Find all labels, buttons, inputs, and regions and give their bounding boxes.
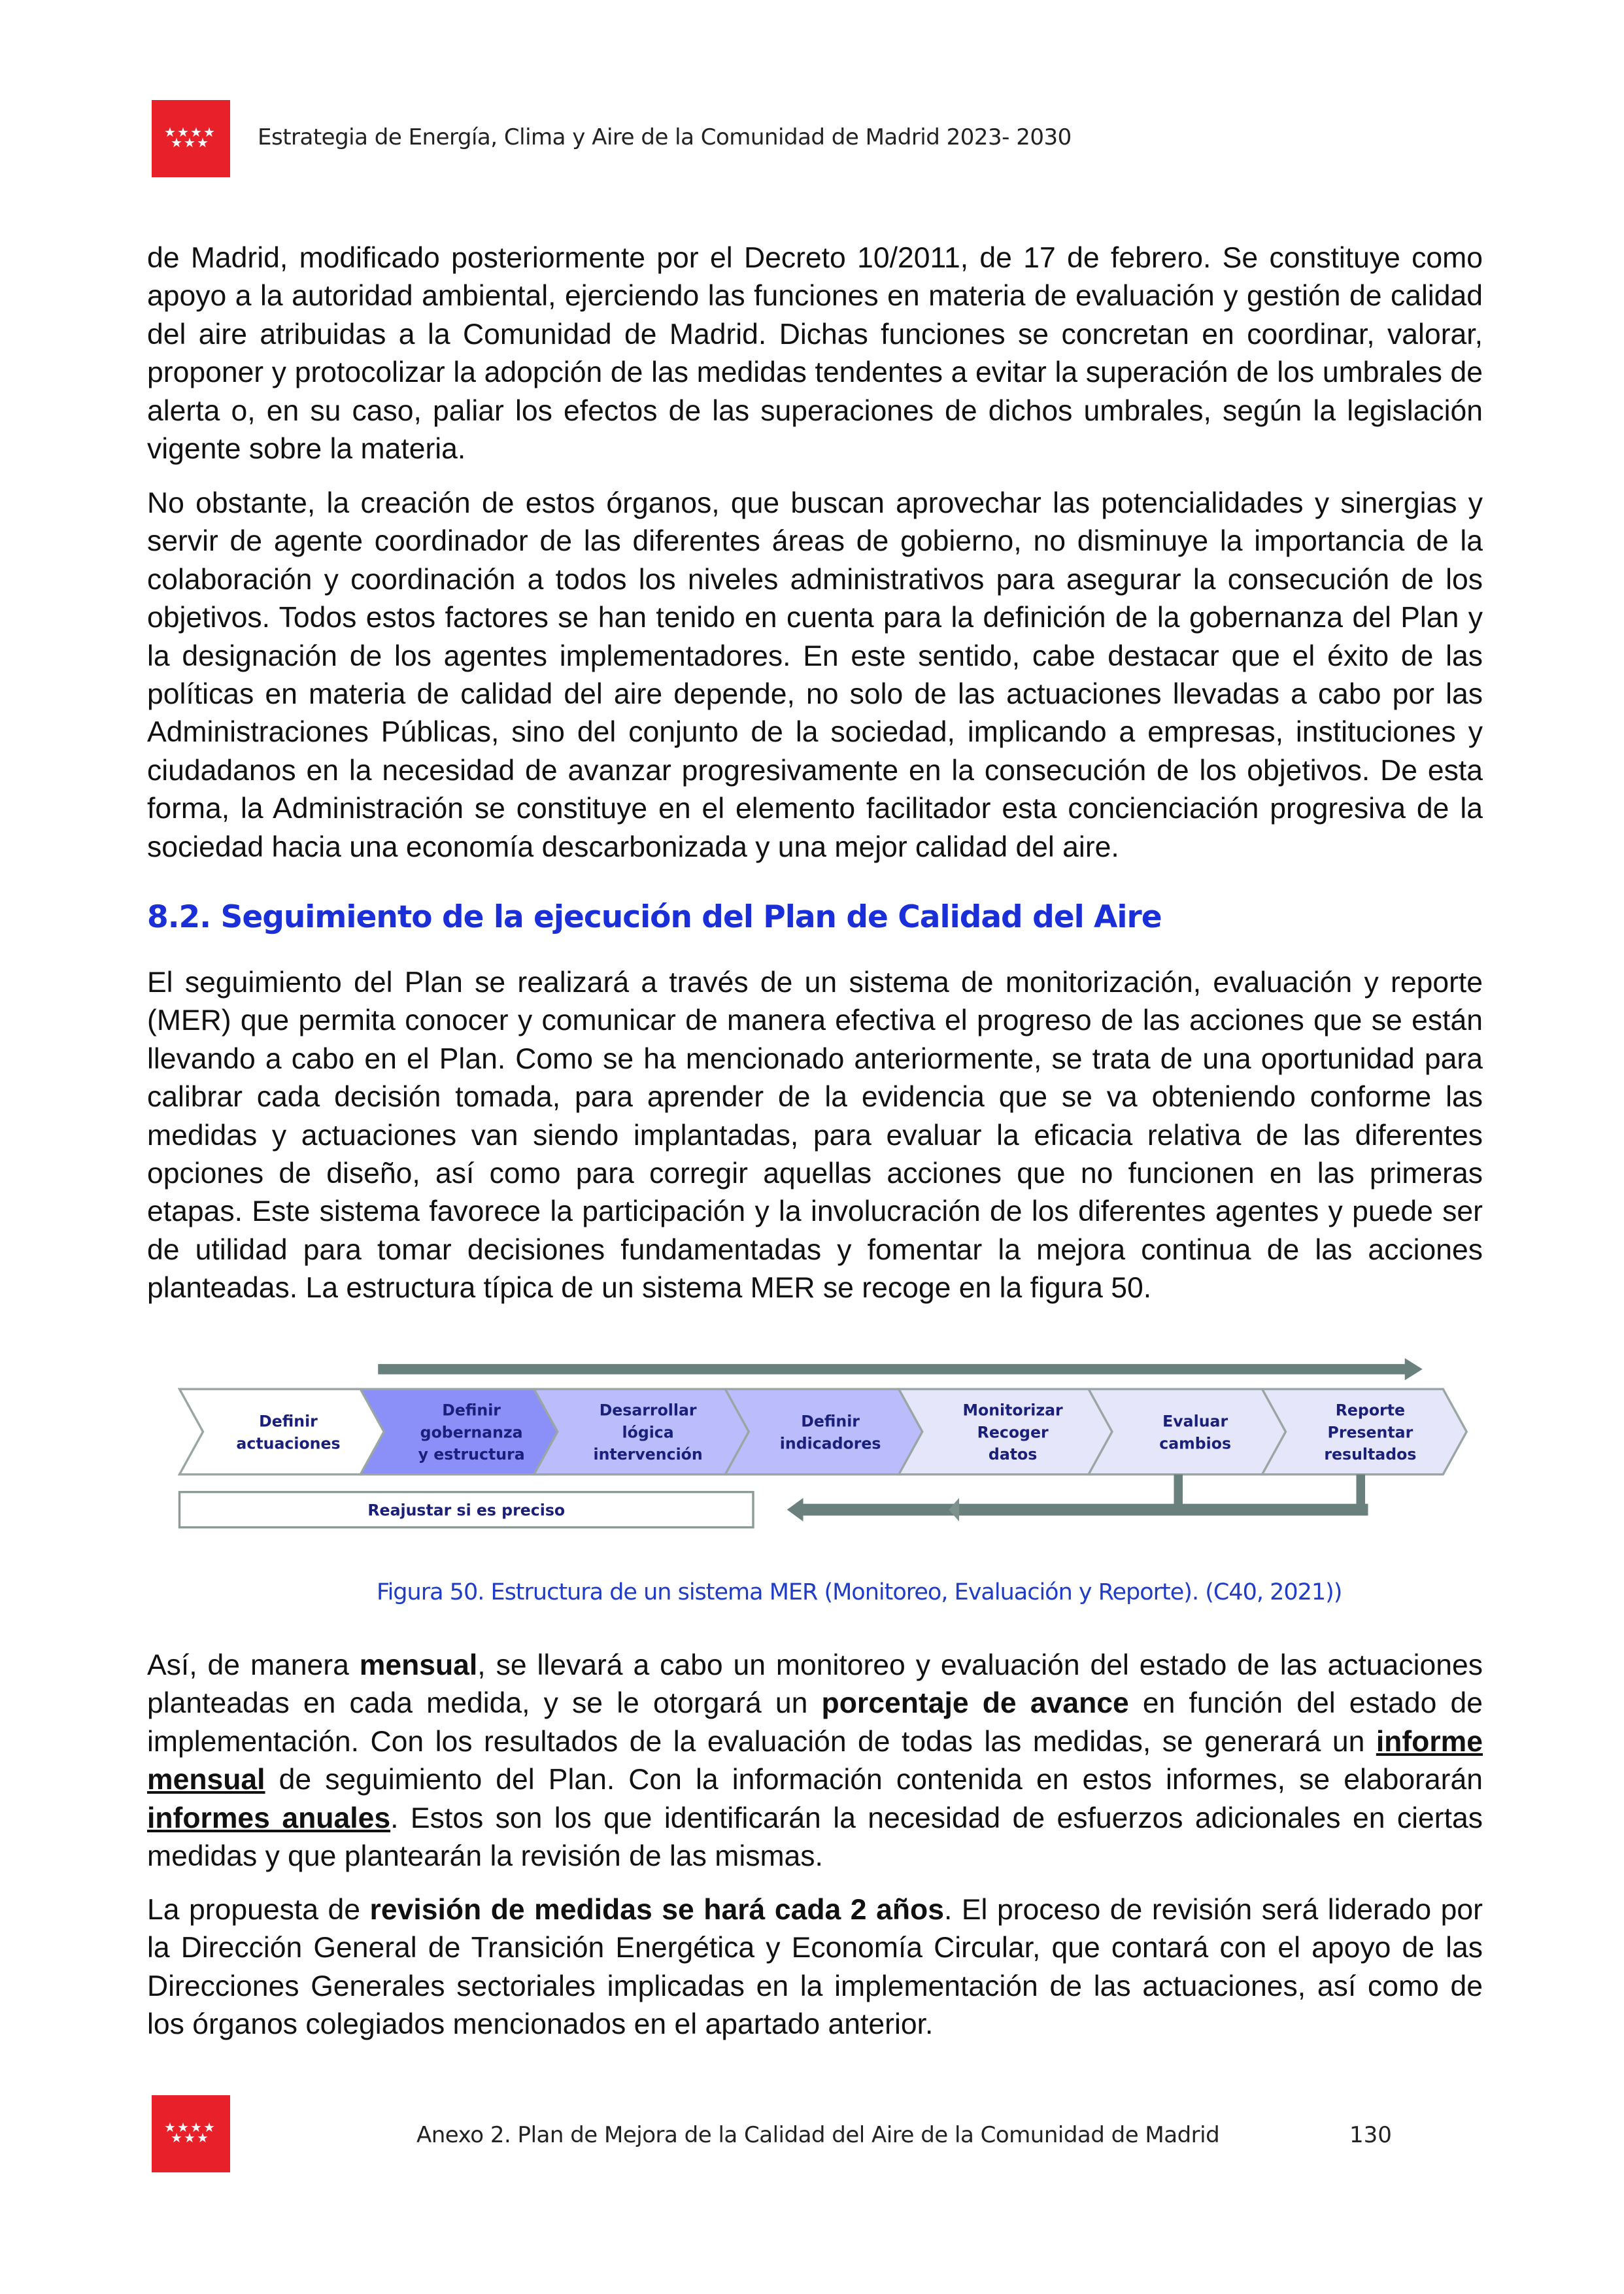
chevron-step-label: cambios — [1159, 1434, 1232, 1453]
svg-text:★: ★ — [171, 2130, 182, 2146]
chevron-step — [180, 1389, 386, 1475]
chevron-step-label: y estructura — [418, 1445, 525, 1464]
svg-text:★: ★ — [184, 135, 195, 150]
stars-icon — [152, 2095, 230, 2172]
svg-text:★: ★ — [203, 124, 215, 140]
paragraph-1: de Madrid, modificado posteriormente por el Decreto 10/2011, de 17 de febrero. Se constituye como apoyo a la autoridad ambiental, ejerciendo las funciones en materia de evaluación y gestión de calidad del aire atribuidas a la Comunidad de Madrid. Dichas funciones se concretan en coordinar, valorar, proponer y protocolizar la adopción de las medidas tendentes a evitar la superación de los umbrales de alerta o, en su caso, paliar los efectos de las superaciones de dichos umbrales, según la legislación vigente sobre la materia. — [147, 242, 1483, 466]
chevron-step — [1089, 1389, 1290, 1475]
chevron-step-label: Evaluar — [1162, 1412, 1228, 1431]
svg-text:★: ★ — [171, 135, 182, 150]
svg-text:★: ★ — [190, 124, 202, 140]
svg-text:★: ★ — [184, 2130, 195, 2146]
page-number: 130 — [1349, 2122, 1392, 2148]
svg-text:★: ★ — [190, 2119, 202, 2135]
section-heading: 8.2. Seguimiento de la ejecución del Plan de Calidad del Aire — [147, 899, 1162, 935]
svg-text:★: ★ — [197, 135, 209, 150]
paragraph-4: Así, de manera mensual, se llevará a cabo un monitoreo y evaluación del estado de las actuaciones planteadas en cada medida, y se le otorgará un porcentaje de avance en función del estado de implementación. Con los resultados de la evaluación de todas las medidas, se generará un informe mensual de seguimiento del Plan. Con la información contenida en estos informes, se elaborarán informes anuales. Estos son los que identificarán la necesidad de esfuerzos adicionales en ciertas medidas y que plantearán la revisión de las mismas. — [147, 1649, 1483, 1873]
chevron-step-label: Reporte — [1335, 1401, 1406, 1420]
chevron-step-label: resultados — [1324, 1445, 1417, 1464]
reajustar-label: Reajustar si es preciso — [367, 1501, 566, 1520]
chevron-step-label: indicadores — [779, 1434, 881, 1453]
chevron-step-label: actuaciones — [236, 1434, 341, 1453]
chevron-step-label: Recoger — [977, 1423, 1049, 1442]
paragraph-2: No obstante, la creación de estos órganos, que buscan aprovechar las potencialidades y sinergias y servir de agente coordinador de las diferentes áreas de gobierno, no disminuye la importancia de la colaboración y coordinación a todos los niveles administrativos para asegurar la consecución de los objetivos. Todos estos factores se han tenido en cuenta para la definición de la gobernanza del Plan y la designación de los agentes implementadores. En este sentido, cabe destacar que el éxito de las políticas en materia de calidad del aire depende, no solo de las actuaciones llevadas a cabo por las Administraciones Públicas, sino del conjunto de la sociedad, implicando a empresas, instituciones y ciudadanos en la necesidad de avanzar progresivamente en la consecución de los objetivos. De esta forma, la Administración se constituye en el elemento facilitador esta concienciación progresiva de la sociedad hacia una economía descarbonizada y una mejor calidad del aire. — [147, 487, 1483, 863]
chevron-step-label: Monitorizar — [962, 1401, 1063, 1420]
paragraph-5: La propuesta de revisión de medidas se hará cada 2 años. El proceso de revisión será liderado por la Dirección General de Transición Energética y Economía Circular, que contará con el apoyo de las Direcciones Generales sectoriales implicadas en la implementación de las actuaciones, así como de los órganos colegiados mencionados en el apartado anterior. — [147, 1894, 1483, 2041]
footer-title: Anexo 2. Plan de Mejora de la Calidad del Aire de la Comunidad de Madrid — [416, 2122, 1220, 2148]
chevron-step-label: Presentar — [1327, 1423, 1413, 1442]
chevron-step-label: gobernanza — [420, 1423, 523, 1442]
svg-text:★: ★ — [203, 2119, 215, 2135]
chevron-step-label: Definir — [259, 1412, 318, 1431]
header-title: Estrategia de Energía, Clima y Aire de la Comunidad de Madrid 2023- 2030 — [258, 124, 1072, 150]
footer-logo — [152, 2095, 230, 2172]
svg-text:★: ★ — [164, 2119, 176, 2135]
chevron-step-label: intervención — [593, 1445, 703, 1464]
chevron-step-label: Definir — [442, 1401, 501, 1420]
chevron-step — [725, 1389, 924, 1475]
svg-text:★: ★ — [197, 2130, 209, 2146]
chevron-step-label: datos — [988, 1445, 1038, 1464]
chevron-step-label: Definir — [801, 1412, 860, 1431]
chevron-step-label: Desarrollar — [599, 1401, 697, 1420]
top-arrow — [378, 1358, 1423, 1380]
chevron-step-label: lógica — [622, 1423, 674, 1442]
feedback-arrow — [787, 1475, 1368, 1522]
svg-text:★: ★ — [177, 124, 189, 140]
figure-caption: Figura 50. Estructura de un sistema MER (Monitoreo, Evaluación y Reporte). (C40, 2021)) — [377, 1579, 1342, 1605]
paragraph-3: El seguimiento del Plan se realizará a través de un sistema de monitorización, evaluación y reporte (MER) que permita conocer y comunicar de manera efectiva el progreso de las acciones que se están llevando a cabo en el Plan. Como se ha mencionado anteriormente, se trata de una oportunidad para calibrar cada decisión tomada, para aprender de la evidencia que se va obteniendo conforme las medidas y actuaciones van siendo implantadas, para evaluar la eficacia relativa de las diferentes opciones de diseño, así como para corregir aquellas acciones que no funcionen en las primeras etapas. Este sistema favorece la participación y la involucración de los diferentes agentes y puede ser de utilidad para tomar decisiones fundamentadas y fomentar la mejora continua de las acciones planteadas. La estructura típica de un sistema MER se recoge en la figura 50. — [147, 967, 1483, 1305]
svg-text:★: ★ — [177, 2119, 189, 2135]
svg-text:★: ★ — [164, 124, 176, 140]
